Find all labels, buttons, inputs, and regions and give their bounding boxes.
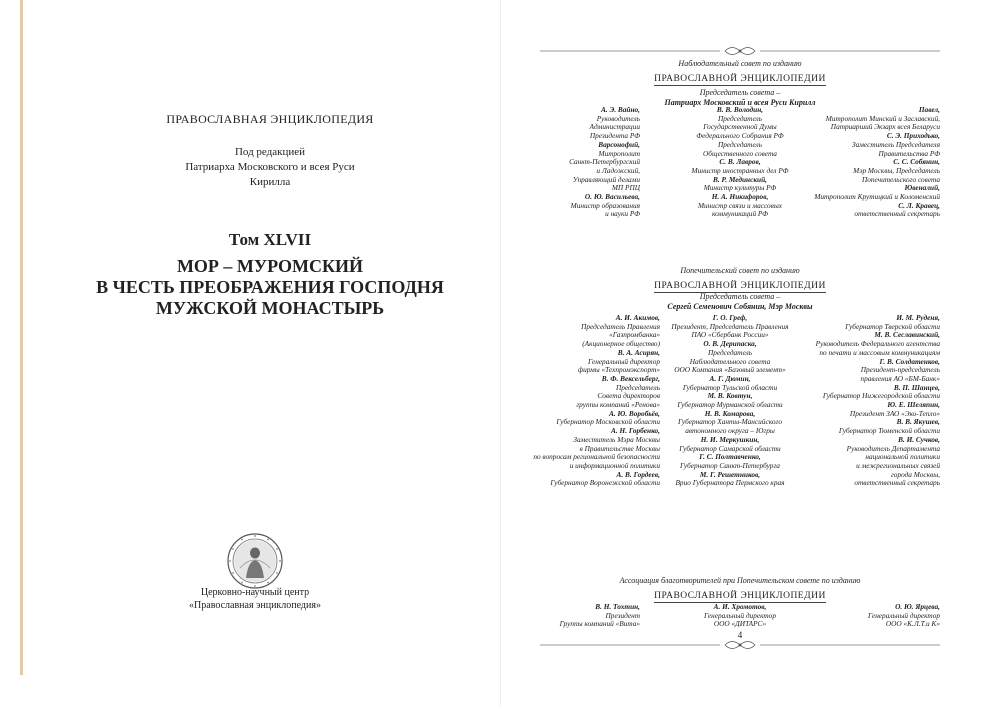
member-name: Г. В. Солдатенков, [879, 356, 940, 366]
member-title-line: в Правительстве Москвы [579, 443, 660, 453]
member-title-line: Мэр Москвы, Председатель [853, 165, 940, 175]
member-title-line: Губернатор Тульской области [682, 382, 778, 392]
supervisory-column-3 [780, 106, 940, 219]
member-title-line: Губернатор Тюменской области [838, 426, 940, 436]
member-name: С. Л. Кравец, [898, 200, 940, 210]
member-title-line: и информационной политики [569, 460, 660, 470]
association-heading-line2: ПРАВОСЛАВНОЙ ЭНЦИКЛОПЕДИИ [654, 591, 826, 601]
member-name: С. В. Лавров, [719, 157, 761, 167]
member-title-line: автономного округа – Югры [685, 426, 775, 436]
member-name: А. И. Акимов, [615, 313, 660, 322]
member-title-line: ООО «ДИТАРС» [713, 619, 767, 629]
member-title-line: Санкт-Петербургский [569, 157, 640, 167]
supervisory-heading-line2: ПРАВОСЛАВНОЙ ЭНЦИКЛОПЕДИИ [654, 74, 826, 84]
member-title-line: Губернатор Московской области [556, 417, 660, 427]
chair-name: Патриарх Московский и всея Руси Кирилл [664, 98, 816, 107]
association-column-1 [540, 603, 640, 629]
bottom-ornament-rule [540, 638, 940, 652]
member-name: Ювеналий, [904, 183, 940, 193]
title-line: МУЖСКОЙ МОНАСТЫРЬ [155, 298, 385, 318]
trustees-heading-line2: ПРАВОСЛАВНОЙ ЭНЦИКЛОПЕДИИ [654, 281, 826, 291]
member-title-line: Председатель [717, 113, 763, 123]
member-title-line: по вопросам региональной безопасности [533, 452, 660, 462]
member-name: Г. С. Полтавченко, [699, 452, 761, 462]
series-title: ПРАВОСЛАВНАЯ ЭНЦИКЛОПЕДИЯ [166, 112, 374, 126]
member-title-line: города Москвы, [890, 469, 940, 479]
member-title-line: Губернатор Тверской области [845, 321, 940, 331]
member-title-line: Управляющий делами [572, 174, 640, 184]
member-title-line: Патриарший Экзарх всея Беларуси [830, 122, 940, 132]
publisher-line: «Православная энциклопедия» [189, 600, 321, 611]
publisher-line: Церковно-научный центр [200, 587, 310, 598]
member-name: В. Р. Мединский, [713, 174, 767, 184]
member-name: Павел, [918, 105, 940, 114]
association-header [560, 576, 920, 603]
member-name: Н. А. Никифоров, [711, 192, 769, 202]
page-number: 4 [737, 630, 743, 640]
member-title-line: Президент [605, 610, 640, 620]
member-name: В. Н. Тохтин, [595, 602, 640, 611]
association-column-3 [820, 603, 940, 629]
member-title-line: Совета директоров [597, 391, 660, 401]
member-title-line: Федерального Собрания РФ [696, 131, 784, 141]
member-title-line: Губернатор Ханты-Мансийского [678, 417, 782, 427]
member-name: Н. И. Меркушкин, [700, 434, 760, 444]
member-name: Варсонофий, [598, 139, 640, 149]
member-title-line: Администрации [589, 122, 640, 132]
member-title-line: Митрополит Крутицкий и Коломенский [814, 192, 940, 202]
member-title-line: ответственный секретарь [854, 209, 940, 219]
member-title-line: и науки РФ [605, 209, 640, 219]
member-title-line: Президент, Председатель Правления [671, 321, 789, 331]
member-name: М. В. Ковтун, [707, 391, 753, 401]
association-heading-line1: Ассоциация благотворителей при Попечительском совете по изданию [619, 576, 861, 585]
member-title-line: Президент ЗАО «Эко-Тепло» [849, 408, 940, 418]
member-title-line: ПАО «Сбербанк России» [691, 330, 769, 340]
member-title-line: Президента РФ [589, 131, 640, 141]
editor-line: Кирилла [249, 176, 291, 188]
member-name: А. Ю. Воробьёв, [609, 408, 660, 418]
supervisory-council-header [580, 59, 900, 86]
editor-block [60, 145, 480, 190]
volume-number: Том XLVII [228, 230, 312, 249]
member-title-line: Губернатор Мурманской области [677, 400, 783, 410]
member-title-line: Правительства РФ [878, 148, 940, 158]
member-title-line: Руководитель Федерального агентства [815, 339, 940, 349]
member-name: Ю. Е. Шеляпин, [887, 400, 940, 410]
chair-name: Сергей Семенович Собянин, Мэр Москвы [667, 302, 813, 311]
member-name: Г. О. Греф, [712, 313, 748, 322]
member-title-line: Государственной Думы [703, 122, 777, 132]
member-title-line: Генеральный директор [704, 610, 776, 620]
member-title-line: Врио Губернатора Пермского края [675, 478, 785, 488]
member-title-line: Губернатор Самарской области [679, 443, 781, 453]
member-title-line: Президент-председатель [860, 365, 940, 375]
member-title-line: Председатель [615, 382, 660, 392]
member-title-line: Министр образования [570, 200, 640, 210]
member-name: А. Г. Дюмин, [709, 373, 751, 383]
member-name: А. И. Хромотов, [713, 602, 767, 611]
chair-label: Председатель совета – [699, 88, 781, 97]
member-title-line: коммуникаций РФ [711, 209, 769, 219]
member-name: И. М. Руденя, [896, 313, 940, 322]
member-title-line: Председатель [717, 139, 763, 149]
member-name: С. С. Собянин, [893, 157, 940, 167]
member-name: В. Ф. Вексельберг, [601, 373, 660, 383]
member-name: О. Ю. Ярцева, [895, 602, 940, 611]
member-name: А. Э. Вайно, [600, 105, 640, 114]
member-name: В. А. Асирян, [617, 347, 660, 357]
member-title-line: ООО Компания «Базовый элемент» [674, 365, 786, 375]
volume-title [60, 256, 480, 319]
title-line: В ЧЕСТЬ ПРЕОБРАЖЕНИЯ ГОСПОДНЯ [96, 277, 444, 297]
member-title-line: Министр культуры РФ [703, 183, 777, 193]
member-title-line: (Акционерное общество) [582, 339, 660, 349]
member-title-line: Наблюдательного совета [689, 356, 771, 366]
member-title-line: национальной политики [865, 452, 940, 462]
member-name: О. Ю. Васильева, [584, 192, 640, 202]
member-title-line: Заместитель Мэра Москвы [573, 434, 660, 444]
chair-label: Председатель совета – [699, 292, 781, 301]
page-edge-bar [20, 0, 23, 675]
editor-line: Под редакцией [234, 146, 306, 158]
member-name: М. В. Сеславинский, [874, 330, 940, 340]
member-title-line: Митрополит Минский и Заславский, [825, 113, 940, 123]
member-name: Н. В. Комарова, [704, 408, 756, 418]
member-title-line: Группы компаний «Вита» [559, 619, 640, 629]
member-name: О. В. Дерипаска, [703, 339, 757, 349]
member-name: В. В. Володин, [716, 105, 764, 114]
member-title-line: Министр связи и массовых [697, 200, 783, 210]
member-name: В. И. Сучков, [898, 434, 940, 444]
trustees-chair [580, 292, 900, 312]
member-title-line: правления АО «БМ-Банк» [860, 373, 940, 383]
trustees-column-1 [520, 314, 660, 488]
member-title-line: и Ладожский, [596, 165, 640, 175]
member-name: А. В. Гордеев, [616, 469, 660, 479]
member-title-line: Попечительского совета [861, 174, 940, 184]
member-title-line: и межрегиональных связей [856, 460, 940, 470]
member-title-line: Председатель [707, 347, 753, 357]
member-title-line: МП РПЦ [611, 183, 640, 193]
member-title-line: Председатель Правления [581, 321, 660, 331]
member-name: В. В. Якушев, [896, 417, 940, 427]
member-title-line: Руководитель [596, 113, 640, 123]
member-title-line: Губернатор Нижегородской области [822, 391, 940, 401]
member-title-line: Общественного совета [703, 148, 777, 158]
top-ornament-rule [540, 44, 940, 58]
member-name: М. Г. Решетников, [699, 469, 761, 479]
member-title-line: Митрополит [598, 148, 640, 158]
member-title-line: по печати и массовым коммуникациям [819, 347, 940, 357]
member-title-line: фирмы «Техпромэкспорт» [577, 365, 660, 375]
member-title-line: Заместитель Председателя [852, 139, 940, 149]
association-column-2 [680, 603, 800, 629]
trustees-heading-line1: Попечительский совет по изданию [680, 266, 800, 275]
member-title-line: группы компаний «Ренова» [576, 400, 660, 410]
supervisory-column-1 [560, 106, 640, 219]
member-title-line: Генеральный директор [868, 610, 940, 620]
member-title-line: Губернатор Санкт-Петербурга [680, 460, 780, 470]
title-line: МОР – МУРОМСКИЙ [176, 256, 364, 276]
member-title-line: Руководитель Департамента [846, 443, 940, 453]
member-name: С. Э. Приходько, [886, 131, 940, 141]
supervisory-heading-line1: Наблюдательный совет по изданию [678, 59, 802, 68]
publisher-block [130, 586, 380, 612]
member-name: В. П. Шанцев, [893, 382, 940, 392]
member-title-line: ответственный секретарь [854, 478, 940, 488]
publisher-seal-emblem [226, 532, 284, 590]
member-title-line: Генеральный директор [588, 356, 660, 366]
trustees-column-2 [660, 314, 800, 488]
member-title-line: ООО «К.Л.Т.и К» [885, 619, 940, 629]
member-title-line: Губернатор Воронежской области [550, 478, 660, 488]
member-name: А. Н. Горбенко, [611, 426, 660, 436]
member-title-line: «Газпромбанка» [609, 330, 660, 340]
trustees-council-header [580, 266, 900, 293]
member-title-line: Министр иностранных дел РФ [691, 165, 789, 175]
trustees-column-3 [790, 314, 940, 488]
book-spine [500, 0, 501, 707]
editor-line: Патриарха Московского и всея Руси [185, 161, 355, 173]
